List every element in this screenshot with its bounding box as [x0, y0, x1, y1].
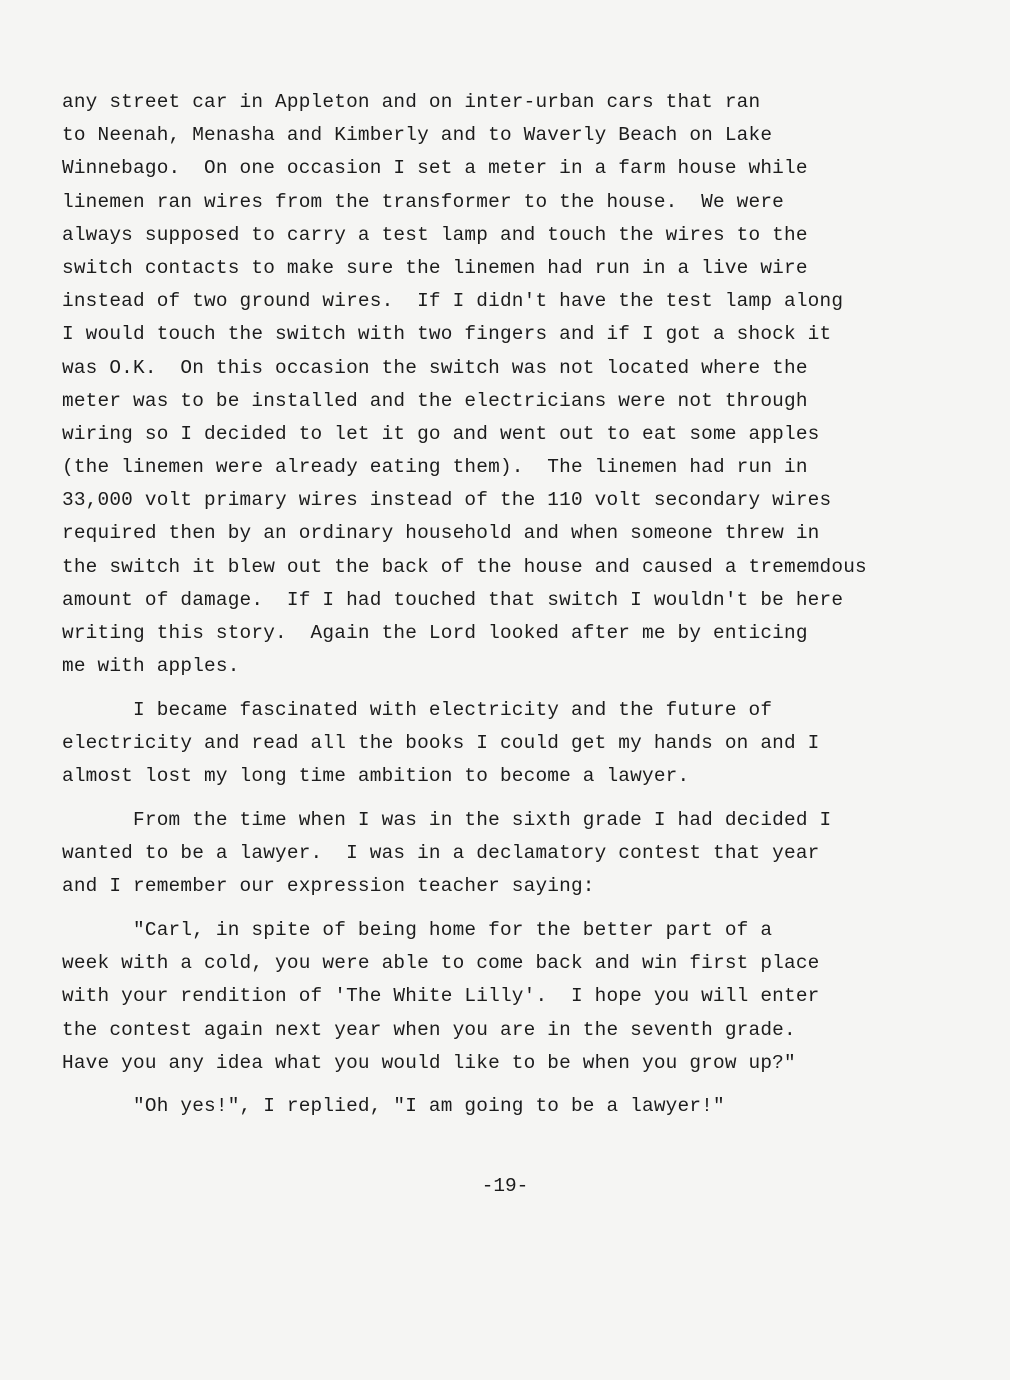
paragraph [62, 1090, 972, 1123]
text-line: the contest again next year when you are in the seventh grade. [62, 1018, 796, 1041]
text-line: with your rendition of 'The White Lilly'. I hope you will enter [62, 985, 820, 1008]
body-text [62, 86, 972, 1124]
text-line: instead of two ground wires. If I didn't have the test lamp along [62, 290, 844, 313]
text-line: Have you any idea what you would like to be when you grow up?" [62, 1051, 796, 1074]
text-line: to Neenah, Menasha and Kimberly and to Waverly Beach on Lake [62, 124, 773, 147]
text-line: Winnebago. On one occasion I set a meter in a farm house while [62, 157, 808, 180]
text-line: amount of damage. If I had touched that switch I wouldn't be here [62, 588, 844, 611]
text-line: wanted to be a lawyer. I was in a declamatory contest that year [62, 842, 820, 865]
text-line: week with a cold, you were able to come back and win first place [62, 952, 820, 975]
text-line: the switch it blew out the back of the house and caused a trememdous [62, 555, 867, 578]
text-line: any street car in Appleton and on inter-urban cars that ran [62, 91, 761, 113]
text-line: "Carl, in spite of being home for the better part of a [62, 919, 773, 941]
text-line: always supposed to carry a test lamp and touch the wires to the [62, 223, 808, 246]
text-line: almost lost my long time ambition to become a lawyer. [62, 765, 690, 788]
text-line: (the linemen were already eating them). The linemen had run in [62, 456, 808, 479]
text-line: 33,000 volt primary wires instead of the 110 volt secondary wires [62, 489, 832, 512]
text-line: I became fascinated with electricity and the future of [62, 698, 773, 721]
text-line: me with apples. [62, 655, 240, 678]
text-line: switch contacts to make sure the linemen had run in a live wire [62, 256, 808, 279]
text-line: writing this story. Again the Lord looked after me by enticing [62, 622, 808, 644]
paragraph [62, 914, 972, 1080]
text-line: electricity and read all the books I could get my hands on and I [62, 732, 820, 755]
text-line: was O.K. On this occasion the switch was not located where the [62, 356, 808, 379]
page-number: -19- [481, 1175, 529, 1197]
paragraph [62, 86, 972, 683]
text-line: linemen ran wires from the transformer to the house. We were [62, 190, 785, 213]
text-line: I would touch the switch with two fingers and if I got a shock it [62, 323, 832, 346]
text-line: and I remember our expression teacher saying: [62, 875, 595, 898]
text-line: meter was to be installed and the electricians were not through [62, 389, 808, 412]
paragraph [62, 694, 972, 794]
text-line: "Oh yes!", I replied, "I am going to be a lawyer!" [62, 1095, 725, 1118]
text-line: wiring so I decided to let it go and went out to eat some apples [62, 422, 820, 445]
text-line: required then by an ordinary household and when someone threw in [62, 522, 820, 545]
text-line: From the time when I was in the sixth grade I had decided I [62, 808, 832, 831]
paragraph [62, 804, 972, 904]
